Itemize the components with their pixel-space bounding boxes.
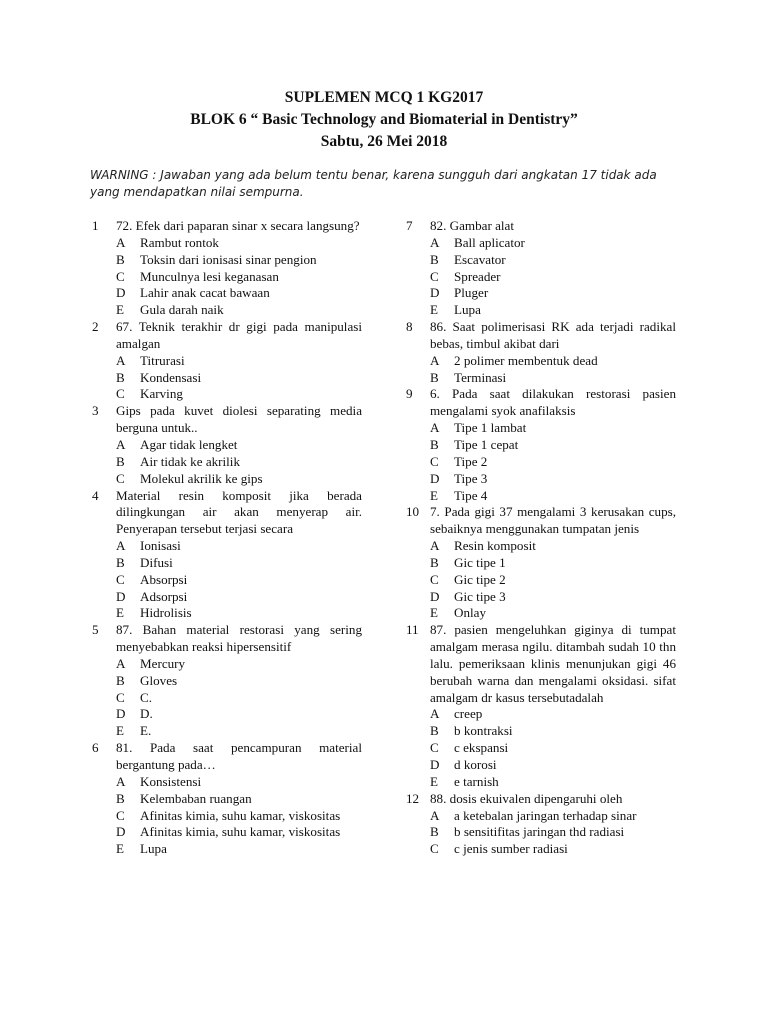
option-letter: B <box>430 251 439 267</box>
option-text: D. <box>140 706 153 722</box>
answer-option <box>116 386 362 403</box>
question-item <box>92 488 362 623</box>
question-item <box>92 319 362 403</box>
option-text: b kontraksi <box>454 723 513 739</box>
question-item <box>406 504 676 622</box>
answer-option <box>430 555 676 572</box>
option-text: Tipe 4 <box>454 487 488 503</box>
option-letter: A <box>116 436 126 452</box>
option-text: Ionisasi <box>140 538 181 554</box>
option-text: Karving <box>140 386 183 402</box>
option-text: Gloves <box>140 672 178 688</box>
option-letter: D <box>116 824 126 840</box>
option-text: Konsistensi <box>140 773 202 789</box>
question-number: 1 <box>92 218 99 233</box>
option-text: Tipe 1 lambat <box>454 420 527 436</box>
answer-option <box>430 454 676 471</box>
answer-option <box>430 420 676 437</box>
answer-option <box>430 471 676 488</box>
question-item <box>406 622 676 790</box>
option-text: c jenis sumber radiasi <box>454 841 568 857</box>
option-text: Molekul akrilik ke gips <box>140 470 263 486</box>
answer-option <box>116 774 362 791</box>
option-letter: A <box>116 773 126 789</box>
answer-option <box>116 302 362 319</box>
option-letter: A <box>430 807 440 823</box>
answer-option <box>116 841 362 858</box>
answer-option <box>430 824 676 841</box>
question-text: 82. Gambar alat <box>430 218 514 233</box>
questions-right-column <box>406 218 676 858</box>
option-text: Agar tidak lengket <box>140 436 238 452</box>
option-letter: A <box>116 538 126 554</box>
option-text: Gic tipe 2 <box>454 571 506 587</box>
question-item <box>92 403 362 487</box>
answer-option <box>116 269 362 286</box>
option-letter: C <box>430 841 439 857</box>
answer-option <box>430 757 676 774</box>
option-text: Tipe 1 cepat <box>454 436 519 452</box>
answer-option <box>430 723 676 740</box>
option-letter: A <box>430 706 440 722</box>
answer-option <box>116 706 362 723</box>
doc-subtitle: BLOK 6 “ Basic Technology and Biomaterial in Dentistry” <box>190 111 578 128</box>
option-text: Lupa <box>140 841 167 857</box>
question-text: 87. pasien mengeluhkan giginya di tumpat amalgam merasa ngilu. ditambah sudah 10 thn lalu. pemeriksaan klinis menunjukan gigi 46 berubah warna dan mengalami oksidasi. sifat amalgam dr kasus tersebutadalah <box>430 622 676 705</box>
option-letter: D <box>430 757 440 772</box>
question-text: 7. Pada gigi 37 mengalami 3 kerusakan cups, sebaiknya menggunakan tumpatan jenis <box>430 504 676 537</box>
answer-option <box>116 723 362 740</box>
option-letter: C <box>430 268 439 284</box>
answer-option <box>116 538 362 555</box>
question-text: 6. Pada saat dilakukan restorasi pasien mengalami syok anafilaksis <box>430 386 676 419</box>
option-letter: B <box>116 369 125 385</box>
option-text: Resin komposit <box>454 538 536 554</box>
option-letter: C <box>430 740 439 756</box>
answer-option <box>116 353 362 370</box>
question-item <box>406 791 676 858</box>
option-text: 2 polimer membentuk dead <box>454 352 598 368</box>
option-text: creep <box>454 706 483 722</box>
answer-option <box>430 370 676 387</box>
questions-left-column <box>92 218 362 858</box>
question-number: 4 <box>92 487 99 503</box>
question-number: 11 <box>406 622 419 638</box>
question-item <box>406 386 676 504</box>
question-text: Material resin komposit jika berada dilingkungan air akan menyerap air. Penyerapan tersebut terjasi secara <box>116 487 362 537</box>
question-text: 72. Efek dari paparan sinar x secara langsung? <box>116 218 360 233</box>
option-letter: E <box>116 605 124 621</box>
option-letter: C <box>116 571 125 587</box>
answer-option <box>430 353 676 370</box>
question-number: 8 <box>406 319 413 335</box>
question-item <box>92 740 362 858</box>
answer-option <box>430 572 676 589</box>
option-text: Gula darah naik <box>140 302 224 318</box>
option-text: Escavator <box>454 251 506 267</box>
question-number: 5 <box>92 622 99 638</box>
answer-option <box>116 471 362 488</box>
option-text: b sensitifitas jaringan thd radiasi <box>454 824 625 840</box>
answer-option <box>116 808 362 825</box>
answer-option <box>430 302 676 319</box>
question-number: 9 <box>406 386 413 402</box>
option-text: e tarnish <box>454 773 499 789</box>
option-letter: D <box>116 588 126 604</box>
option-letter: E <box>430 605 438 621</box>
option-text: Terminasi <box>454 369 507 385</box>
option-text: Toksin dari ionisasi sinar pengion <box>140 251 317 267</box>
option-text: Spreader <box>454 268 501 284</box>
option-letter: A <box>430 352 440 368</box>
option-letter: B <box>430 824 439 840</box>
answer-option <box>430 285 676 302</box>
option-text: Kondensasi <box>140 369 202 385</box>
option-text: Onlay <box>454 605 486 621</box>
option-text: d korosi <box>454 757 497 772</box>
option-letter: B <box>430 436 439 452</box>
answer-option <box>430 269 676 286</box>
option-text: Air tidak ke akrilik <box>140 453 240 469</box>
option-text: a ketebalan jaringan terhadap sinar <box>454 807 637 823</box>
answer-option <box>116 673 362 690</box>
option-letter: A <box>430 538 440 554</box>
option-text: Hidrolisis <box>140 605 192 621</box>
option-letter: B <box>116 251 125 267</box>
option-letter: B <box>116 790 125 806</box>
answer-option <box>116 572 362 589</box>
question-text: 87. Bahan material restorasi yang sering menyebabkan reaksi hipersensitif <box>116 622 362 655</box>
answer-option <box>430 774 676 791</box>
option-letter: E <box>116 723 124 739</box>
option-letter: D <box>430 588 440 604</box>
option-text: Gic tipe 3 <box>454 588 506 604</box>
question-number: 6 <box>92 740 99 756</box>
question-item <box>92 622 362 740</box>
option-text: c ekspansi <box>454 740 509 756</box>
option-text: Munculnya lesi keganasan <box>140 268 279 284</box>
option-letter: A <box>116 352 126 368</box>
option-letter: E <box>430 302 438 318</box>
question-item <box>92 218 362 319</box>
answer-option <box>430 589 676 606</box>
answer-option <box>430 808 676 825</box>
option-text: Adsorpsi <box>140 588 188 604</box>
answer-option <box>430 538 676 555</box>
question-text: Gips pada kuvet diolesi separating media berguna untuk.. <box>116 403 362 436</box>
answer-option <box>430 488 676 505</box>
option-text: Gic tipe 1 <box>454 554 506 570</box>
question-number: 2 <box>92 319 99 335</box>
option-letter: C <box>430 453 439 469</box>
option-letter: E <box>116 841 124 857</box>
option-text: Titrurasi <box>140 352 185 368</box>
option-text: Lahir anak cacat bawaan <box>140 285 270 301</box>
option-text: Afinitas kimia, suhu kamar, viskositas <box>140 824 341 840</box>
option-text: E. <box>140 723 152 739</box>
option-text: Ball aplicator <box>454 234 525 250</box>
option-letter: A <box>116 234 126 250</box>
option-letter: D <box>116 285 126 301</box>
option-letter: A <box>116 655 126 671</box>
answer-option <box>116 824 362 841</box>
answer-option <box>116 555 362 572</box>
answer-option <box>430 740 676 757</box>
option-text: Absorpsi <box>140 571 188 587</box>
answer-option <box>116 791 362 808</box>
option-text: Afinitas kimia, suhu kamar, viskositas <box>140 807 341 823</box>
option-letter: B <box>430 723 439 739</box>
option-letter: B <box>116 554 125 570</box>
option-letter: E <box>430 487 438 503</box>
warning-note: WARNING : Jawaban yang ada belum tentu benar, karena sungguh dari angkatan 17 tidak ada yang mendapatkan nilai sempurna. <box>90 168 657 199</box>
question-number: 3 <box>92 403 99 419</box>
answer-option <box>116 690 362 707</box>
answer-option <box>430 605 676 622</box>
answer-option <box>116 605 362 622</box>
option-letter: D <box>430 285 440 301</box>
answer-option <box>116 454 362 471</box>
question-number: 10 <box>406 504 420 520</box>
option-letter: C <box>116 386 125 402</box>
answer-option <box>116 437 362 454</box>
option-text: Mercury <box>140 655 186 671</box>
option-letter: C <box>116 268 125 284</box>
question-item <box>406 319 676 386</box>
option-text: Difusi <box>140 554 173 570</box>
question-text: 86. Saat polimerisasi RK ada terjadi radikal bebas, timbul akibat dari <box>430 319 676 351</box>
doc-date: Sabtu, 26 Mei 2018 <box>320 133 448 150</box>
answer-option <box>116 589 362 606</box>
question-text: 67. Teknik terakhir dr gigi pada manipulasi amalgan <box>116 319 362 351</box>
option-letter: D <box>116 706 126 722</box>
answer-option <box>116 656 362 673</box>
option-letter: B <box>116 453 125 469</box>
option-text: Rambut rontok <box>140 234 219 250</box>
answer-option <box>430 841 676 858</box>
question-number: 12 <box>406 790 420 806</box>
answer-option <box>430 252 676 269</box>
answer-option <box>116 235 362 252</box>
option-letter: E <box>430 773 438 789</box>
answer-option <box>430 437 676 454</box>
option-text: Lupa <box>454 302 481 318</box>
question-item <box>406 218 676 319</box>
option-letter: B <box>116 672 125 688</box>
option-text: Kelembaban ruangan <box>140 790 252 806</box>
option-letter: C <box>116 807 125 823</box>
answer-option <box>430 235 676 252</box>
option-text: Pluger <box>454 285 489 301</box>
option-letter: A <box>430 234 440 250</box>
question-text: 81. Pada saat pencampuran material bergantung pada… <box>116 740 362 772</box>
option-letter: B <box>430 369 439 385</box>
answer-option <box>430 706 676 723</box>
option-letter: C <box>116 470 125 486</box>
option-text: C. <box>140 689 153 705</box>
option-text: Tipe 3 <box>454 470 488 486</box>
option-letter: E <box>116 302 124 318</box>
question-text: 88. dosis ekuivalen dipengaruhi oleh <box>430 790 623 806</box>
answer-option <box>116 285 362 302</box>
option-letter: C <box>430 571 439 587</box>
doc-title: SUPLEMEN MCQ 1 KG2017 <box>284 89 484 106</box>
answer-option <box>116 370 362 387</box>
answer-option <box>116 252 362 269</box>
option-letter: D <box>430 470 440 486</box>
question-number: 7 <box>406 218 413 233</box>
option-letter: C <box>116 689 125 705</box>
option-text: Tipe 2 <box>454 453 488 469</box>
option-letter: B <box>430 554 439 570</box>
option-letter: A <box>430 420 440 436</box>
